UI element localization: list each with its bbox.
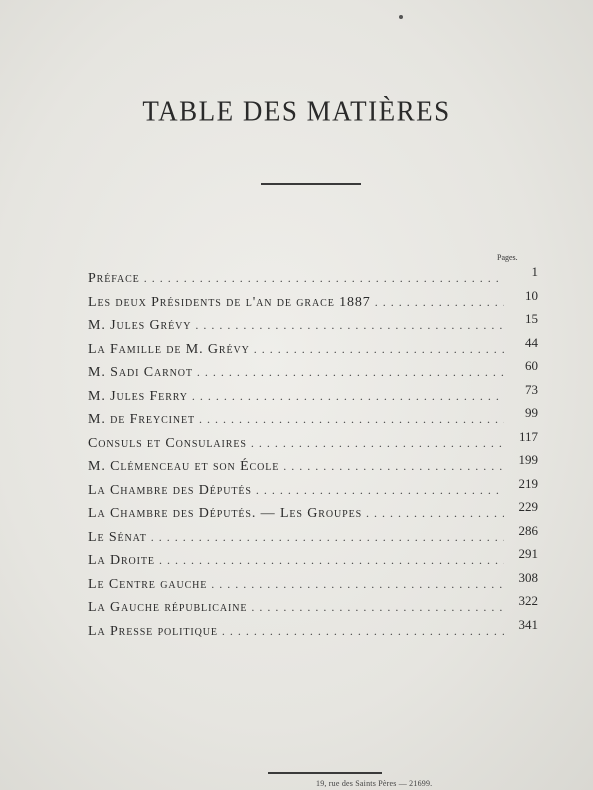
toc-entry-title: La Droite (88, 553, 155, 568)
page-title: TABLE DES MATIÈRES (142, 95, 451, 127)
toc-entry (88, 311, 538, 341)
dot-leader (250, 342, 504, 357)
toc-entry-page: 322 (518, 593, 538, 608)
toc-entry (88, 405, 538, 435)
toc-entry (88, 475, 538, 506)
toc-entry (88, 499, 538, 529)
toc-entry-title: La Chambre des Députés. — Les Groupes (88, 506, 363, 521)
toc-entry-page: 286 (518, 522, 538, 538)
toc-entry-page: 291 (518, 546, 538, 561)
toc-entry-page: 1 (531, 264, 538, 279)
dot-leader (252, 483, 504, 498)
dot-leader (247, 600, 504, 615)
toc-entry (88, 287, 538, 318)
toc-entry (88, 428, 538, 459)
toc-entry-title: M. Jules Ferry (88, 388, 188, 404)
footer-rule (268, 772, 382, 774)
toc-entry (88, 358, 538, 388)
toc-entry (88, 569, 538, 600)
toc-entry-title: Les deux Présidents de l'an de grace 1887 (88, 294, 371, 310)
dot-leader (140, 271, 504, 286)
toc-entry (88, 522, 538, 553)
toc-entry-page: 308 (518, 569, 538, 585)
toc-entry-title: Le Sénat (88, 529, 147, 545)
dot-leader (218, 624, 504, 639)
toc-entry-title: M. Sadi Carnot (88, 365, 193, 380)
dot-leader (247, 436, 504, 451)
toc-entry-page: 73 (525, 381, 538, 397)
toc-entry-page: 15 (525, 311, 538, 326)
toc-entry-page: 219 (518, 475, 538, 491)
toc-entry-title: Le Centre gauche (88, 576, 208, 592)
toc-entry (88, 264, 538, 294)
dot-leader (188, 389, 504, 404)
dot-leader (191, 318, 504, 333)
table-of-contents (88, 264, 538, 646)
toc-entry (88, 593, 538, 623)
pages-column-label: Pages. (497, 253, 518, 262)
toc-entry-title: M. de Freycinet (88, 412, 196, 427)
dot-leader (362, 506, 504, 521)
toc-entry-title: La Presse politique (88, 623, 218, 639)
dot-leader (155, 553, 504, 568)
toc-entry (88, 334, 538, 365)
dot-leader (147, 530, 504, 545)
toc-entry-page: 229 (518, 499, 538, 514)
toc-entry-page: 341 (518, 616, 538, 632)
toc-entry-page: 10 (525, 287, 538, 303)
toc-entry-title: La Famille de M. Grévy (88, 341, 250, 357)
title-rule (261, 183, 361, 185)
toc-entry-title: Préface (88, 271, 140, 286)
dot-leader (193, 365, 504, 380)
toc-entry (88, 616, 538, 647)
dot-leader (207, 577, 504, 592)
dot-leader (279, 459, 504, 474)
toc-entry-page: 44 (525, 334, 538, 350)
toc-entry (88, 546, 538, 576)
toc-entry-title: M. Jules Grévy (88, 318, 192, 333)
ink-speck (399, 15, 403, 19)
dot-leader (195, 412, 504, 427)
toc-entry-title: M. Clémenceau et son École (88, 459, 280, 474)
printer-footer: 19, rue des Saints Pères — 21699. (316, 779, 433, 788)
dot-leader (371, 295, 504, 310)
toc-entry-page: 199 (518, 452, 538, 467)
toc-entry-title: La Chambre des Députés (88, 482, 252, 498)
toc-entry (88, 452, 538, 482)
toc-entry-page: 99 (525, 405, 538, 420)
toc-entry (88, 381, 538, 412)
toc-entry-page: 117 (518, 428, 538, 444)
toc-entry-title: La Gauche républicaine (88, 600, 248, 615)
toc-entry-title: Consuls et Consulaires (88, 435, 247, 451)
toc-entry-page: 60 (525, 358, 538, 373)
